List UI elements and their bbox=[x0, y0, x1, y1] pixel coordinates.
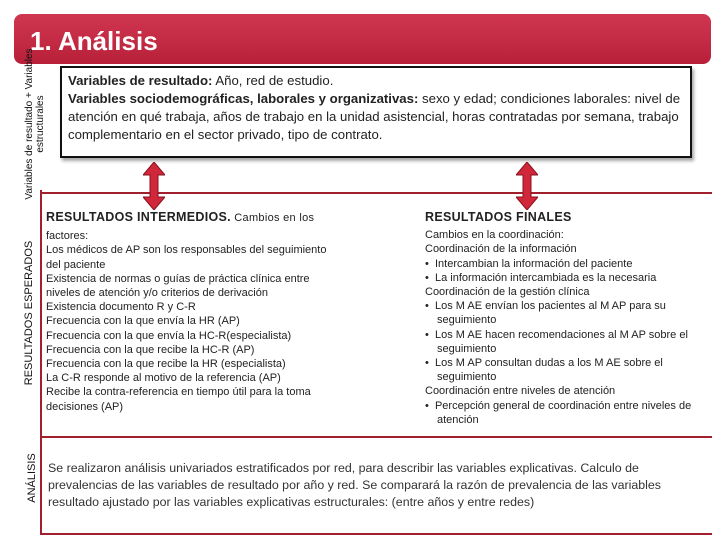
final-subheading: Coordinación de la información bbox=[425, 243, 577, 256]
sociodemographic-label: Variables sociodemográficas, laborales y organizativas: bbox=[68, 91, 419, 106]
double-arrow-right-icon bbox=[516, 162, 538, 210]
intermediate-heading: RESULTADOS INTERMEDIOS. Cambios en los bbox=[46, 210, 315, 224]
double-arrow-left-icon bbox=[143, 162, 165, 210]
variables-box bbox=[60, 66, 692, 158]
final-subheading: Coordinación entre niveles de atención bbox=[425, 385, 616, 398]
side-label-expected: RESULTADOS ESPERADOS bbox=[23, 240, 35, 386]
list-item: Existencia documento R y C-R bbox=[46, 301, 196, 314]
list-item: La C-R responde al motivo de la referencia (AP) bbox=[46, 372, 281, 385]
list-item: Frecuencia con la que envía la HC-R(especialista) bbox=[46, 329, 292, 342]
list-item: factores: bbox=[46, 230, 89, 243]
divider-vertical bbox=[40, 190, 42, 535]
list-item: Frecuencia con la que recibe la HR (especialista) bbox=[46, 358, 286, 371]
list-item: Los médicos de AP son los responsables del seguimiento bbox=[46, 244, 327, 257]
side-label-structural: Variables de resultado + Variables estructurales bbox=[24, 48, 46, 200]
divider-middle bbox=[42, 436, 712, 438]
list-item: Frecuencia con la que envía la HR (AP) bbox=[46, 315, 240, 328]
list-item: Existencia de normas o guías de práctica clínica entre bbox=[46, 272, 310, 285]
result-variables-text: Año, red de estudio. bbox=[212, 73, 334, 88]
list-item: Recibe la contra-referencia en tiempo útil para la toma bbox=[46, 386, 311, 399]
final-heading: RESULTADOS FINALES bbox=[425, 210, 572, 224]
list-item: • Intercambian la información del paciente bbox=[425, 257, 633, 270]
sociodemographic-text: sexo y edad; condiciones laborales: nivel de atención en qué trabaja, años de trabajo en la unidad asistencial, horas contratadas por semana, trabajo complementario en el sector privado, tipo de contrato. bbox=[68, 91, 681, 142]
list-item: decisiones (AP) bbox=[46, 400, 124, 413]
list-item: • Los M AE hacen recomendaciones al M AP sobre el seguimiento bbox=[425, 328, 688, 355]
divider-bottom bbox=[42, 533, 712, 535]
list-item: • Los M AE envían los pacientes al M AP para su seguimiento bbox=[425, 300, 666, 327]
list-item: • Percepción general de coordinación entre niveles de atención bbox=[425, 399, 692, 426]
final-subheading: Coordinación de la gestión clínica bbox=[425, 286, 590, 299]
list-item: del paciente bbox=[46, 258, 106, 271]
side-label-analysis: ANÁLISIS bbox=[26, 453, 38, 503]
list-item: niveles de atención y/o criterios de derivación bbox=[46, 287, 268, 300]
list-item: Frecuencia con la que recibe la HC-R (AP) bbox=[46, 343, 255, 356]
analysis-description: Se realizaron análisis univariados estratificados por red, para describir las variables explicativas. Calculo de prevalencias de las variables de resultado por año y red. Se comparará la razón de prevalencia de las variables resultado ajustado por las variables explicativas estructurales: (entre años y entre redes) bbox=[48, 461, 661, 509]
list-item: • La información intercambiada es la necesaria bbox=[425, 271, 657, 284]
page-title: 1. Análisis bbox=[30, 26, 158, 56]
final-subheading: Cambios en la coordinación: bbox=[425, 229, 564, 242]
list-item: • Los M AP consultan dudas a los M AE sobre el seguimiento bbox=[425, 357, 663, 384]
final-results bbox=[425, 210, 715, 427]
result-variables-label: Variables de resultado: bbox=[68, 73, 213, 88]
intermediate-results bbox=[46, 210, 364, 414]
